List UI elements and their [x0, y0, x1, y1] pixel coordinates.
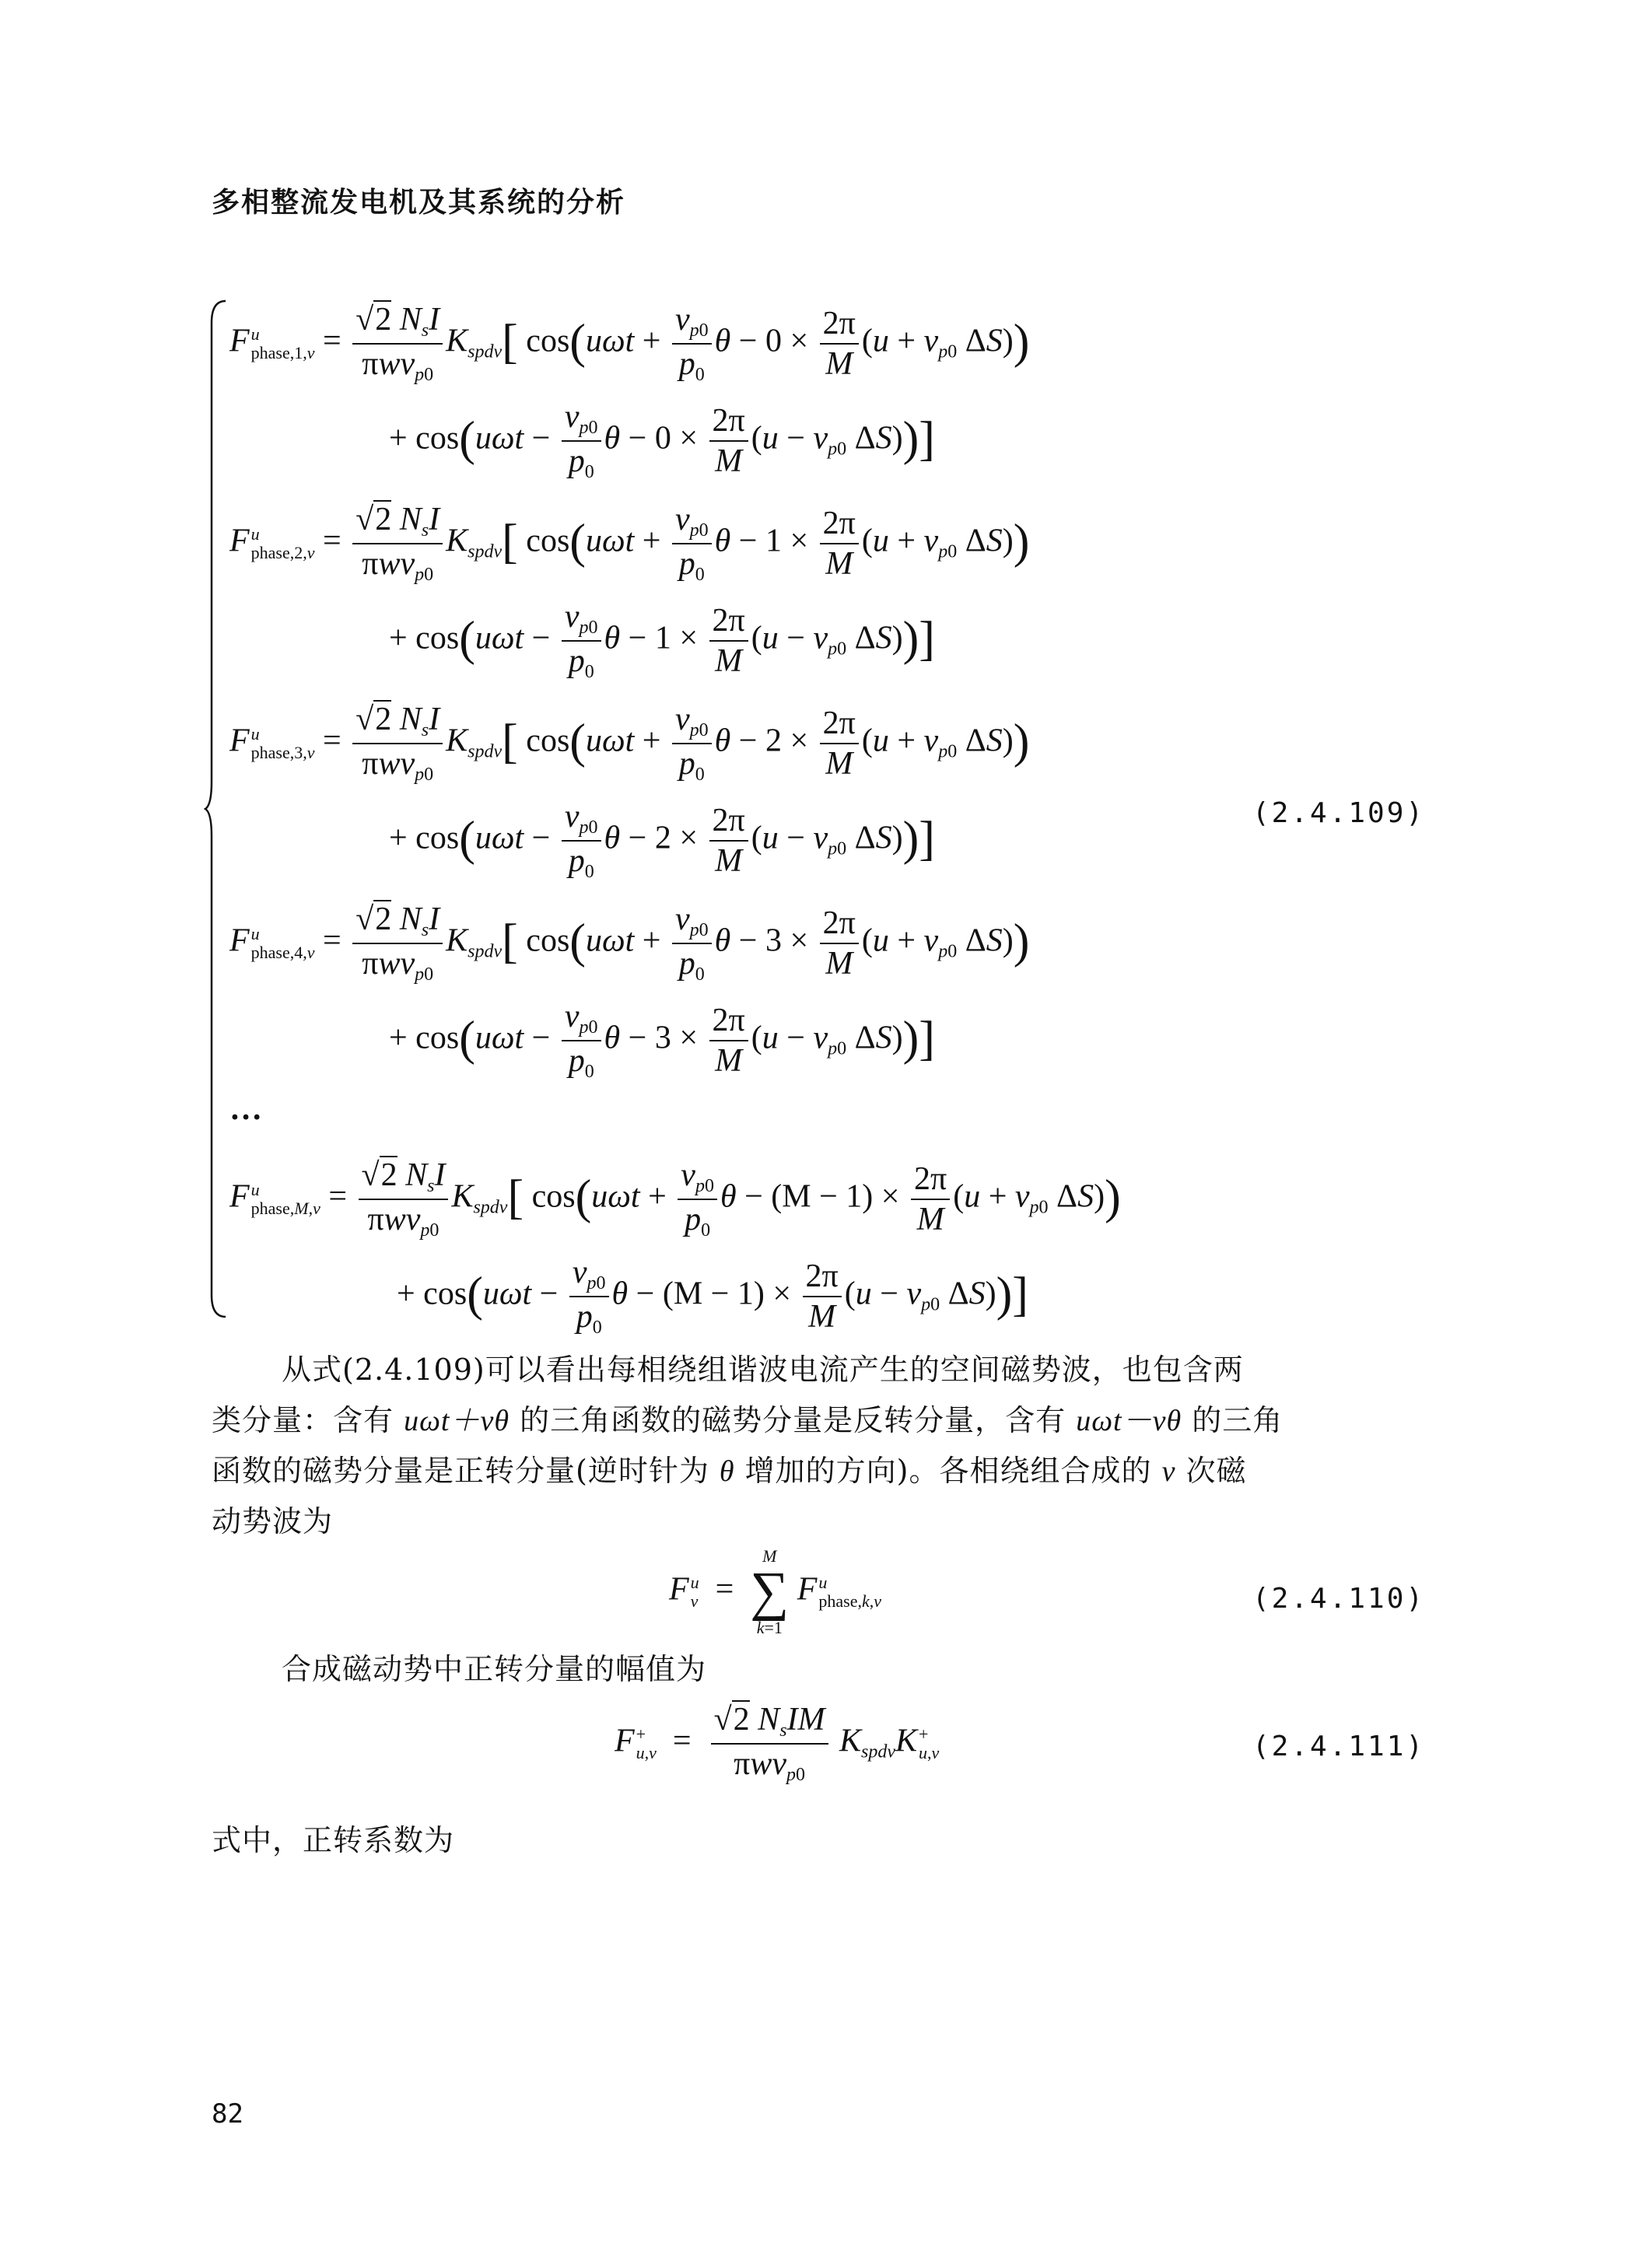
- paragraph-3: 式中，正转系数为: [212, 1823, 455, 1857]
- paragraph-1-line-3: 函数的磁势分量是正转分量(逆时针为 θ 增加的方向)。各相绕组合成的 v 次磁: [212, 1454, 1247, 1488]
- equation-2-4-111: F + u,v = $\frac{√2 N_sIM}{\pi wv_{p0}}$ $K_{spdv}K$ + u,v: [615, 1702, 940, 1785]
- paragraph-2: 合成磁动势中正转分量的幅值为: [282, 1652, 707, 1686]
- phase-2-row-b: + cos(uωt − $\frac{v_{p0}}{p_0}$ θ − 1 × $\frac{2\pi}{M}$ ($u - v_{p0}$ ΔS))]: [389, 599, 935, 682]
- phase-1-row-b: + cos(uωt − $\frac{v_{p0}}{p_0}$ θ − 0 × $\frac{2\pi}{M}$ ($u - v_{p0}$ ΔS))]: [389, 399, 935, 482]
- paragraph-1-line-2: 类分量：含有 uωt＋vθ 的三角函数的磁势分量是反转分量，含有 uωt－vθ 的三角: [212, 1403, 1284, 1437]
- equation-number-110: (2.4.110): [1252, 1583, 1426, 1615]
- paragraph-1-line-4: 动势波为: [212, 1504, 334, 1538]
- phase-3-row-b: + cos(uωt − $\frac{v_{p0}}{p_0}$ θ − 2 × $\frac{2\pi}{M}$ ($u - v_{p0}$ ΔS))]: [389, 799, 935, 882]
- phase-4-row-a: F u phase,4,v = $\frac{√2 N_sI}{\pi wv_{p0}}$ $K_{spdv}$[ cos(uωt + $\frac{v_{p0}}{p_0}$ θ − 3 × $\frac{2\pi}{M}$ ($u + v_{p0}$ ΔS)): [229, 901, 1030, 985]
- page-number: 82: [212, 2098, 243, 2130]
- phase-4-row-b: + cos(uωt − $\frac{v_{p0}}{p_0}$ θ − 3 × $\frac{2\pi}{M}$ ($u - v_{p0}$ ΔS))]: [389, 999, 935, 1082]
- equation-number-111: (2.4.111): [1252, 1731, 1426, 1762]
- paragraph-1-line-1: 从式(2.4.109)可以看出每相绕组谐波电流产生的空间磁势波，也包含两: [282, 1353, 1244, 1387]
- ellipsis: …: [229, 1091, 262, 1127]
- phase-1-row-a: F u phase,1,v = $\frac{√2 N_sI}{\pi wv_{p0}}$ $K_{spdv}$[ cos(uωt + $\frac{v_{p0}}{p_0}$ θ − 0 × $\frac{2\pi}{M}$ ($u + v_{p0}$ ΔS)): [229, 302, 1030, 385]
- phase-2-row-a: F u phase,2,v = $\frac{√2 N_sI}{\pi wv_{p0}}$ $K_{spdv}$[ cos(uωt + $\frac{v_{p0}}{p_0}$ θ − 1 × $\frac{2\pi}{M}$ ($u + v_{p0}$ ΔS)): [229, 502, 1030, 585]
- phase-3-row-a: F u phase,3,v = $\frac{√2 N_sI}{\pi wv_{p0}}$ $K_{spdv}$[ cos(uωt + $\frac{v_{p0}}{p_0}$ θ − 2 × $\frac{2\pi}{M}$ ($u + v_{p0}$ ΔS)): [229, 702, 1030, 785]
- equation-number-109: (2.4.109): [1252, 797, 1426, 829]
- equation-2-4-110: F u v = M ∑ k=1 F u phase,k,v: [669, 1546, 882, 1637]
- running-header: 多相整流发电机及其系统的分析: [212, 187, 626, 219]
- phase-M-row-a: F u phase,M,v = $\frac{√2 N_sI}{\pi wv_{p0}}$ $K_{spdv}$[ cos(uωt + $\frac{v_{p0}}{p_0}$ θ − (M − 1) × $\frac{2\pi}{M}$ ($u + v_{p0}$ ΔS)): [229, 1157, 1121, 1241]
- system-brace: [204, 299, 227, 1318]
- phase-M-row-b: + cos(uωt − $\frac{v_{p0}}{p_0}$ θ − (M − 1) × $\frac{2\pi}{M}$ ($u - v_{p0}$ ΔS))]: [397, 1255, 1028, 1338]
